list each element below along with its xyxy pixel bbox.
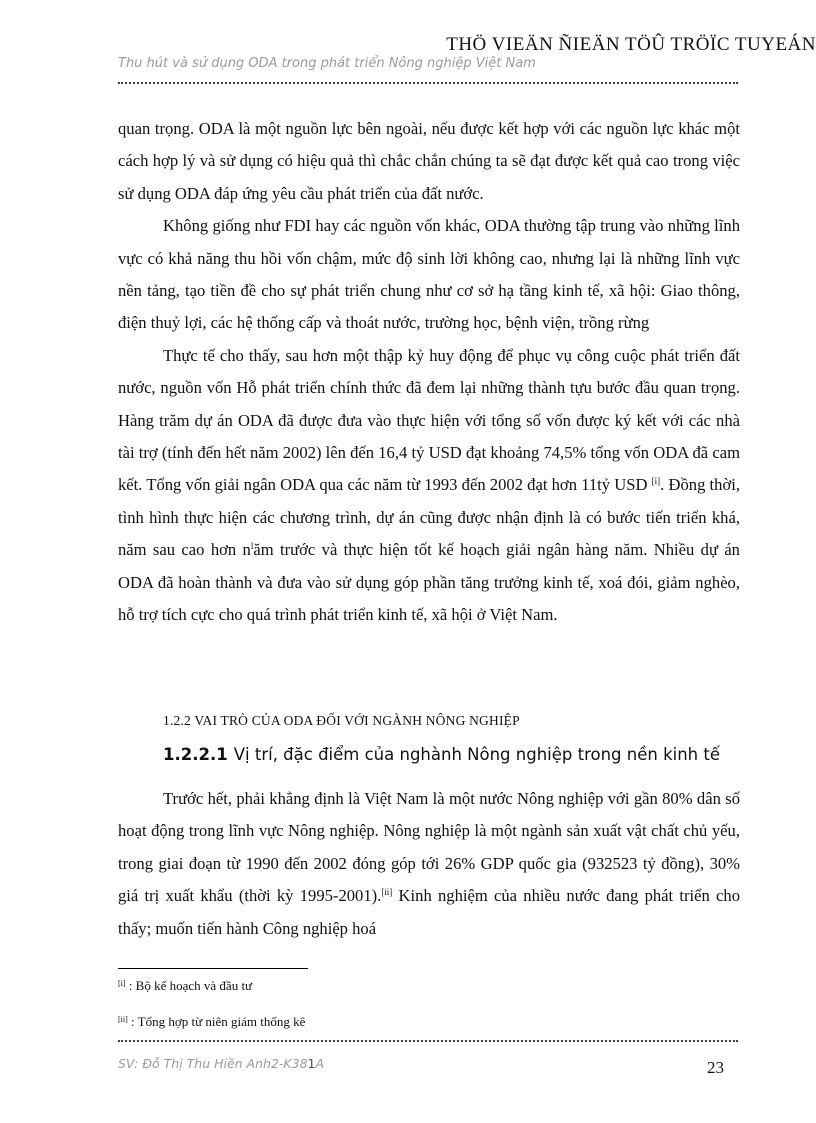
footer-author-end: A xyxy=(315,1056,325,1071)
paragraph-3-part-1: Thực tế cho thấy, sau hơn một thập kỷ huy động để phục vụ công cuộc phát triển đất nước, nguồn vốn Hỗ phát triển chính thức đã đem lại những thành tựu bước đầu quan trọng. Hàng trăm dự án ODA đã được đưa vào thực hiện với tổng số vốn được ký kết với các nhà tài trợ (tính đến hết năm 2002) lên đến 16,4 tỷ USD đạt khoảng 74,5% tổng vốn ODA đã cam kết. Tổng vốn giải ngân ODA qua các năm từ 1993 đến 2002 đạt hơn 11tỷ USD xyxy=(118,345,740,495)
body-text-bottom xyxy=(118,783,740,945)
footnote-divider xyxy=(118,968,308,969)
header-divider xyxy=(118,82,738,84)
paragraph-2: Không giống như FDI hay các nguồn vốn khác, ODA thường tập trung vào những lĩnh vực có khả năng thu hồi vốn chậm, mức độ sinh lời không cao, nhưng lại là những lĩnh vực nền tảng, tạo tiền đề cho sự phát triển chung như cơ sở hạ tầng kinh tế, xã hội: Giao thông, điện thuỷ lợi, các hệ thống cấp và thoát nước, trường học, bệnh viện, trồng rừng xyxy=(118,216,740,333)
body-text-top xyxy=(118,113,740,632)
paragraph-1: quan trọng. ODA là một nguồn lực bên ngoài, nếu được kết hợp với các nguồn lực khác một cách hợp lý và sử dụng có hiệu quả thì chắc chắn chúng ta sẽ đạt được kết quả cao trong việc sử dụng ODA đáp ứng yêu cầu phát triển của đất nước. xyxy=(118,119,740,203)
paragraph-4-part-2: Kinh nghiệm của nhiều nước đang phát triển cho thấy; muốn tiến hành Công nghiệp hoá xyxy=(118,886,740,938)
footnote-1-marker: [i] xyxy=(118,979,126,988)
footer-divider xyxy=(118,1040,738,1042)
subsection-number: 1.2.2.1 xyxy=(163,745,228,764)
typo-glitch: l xyxy=(250,541,254,552)
paragraph-3-part-3: ăm trước và thực hiện tốt kế hoạch giải ngân hàng năm. Nhiều dự án ODA đã hoàn thành và đưa vào sử dụng góp phần tăng trưởng kinh tế, xoá đói, giảm nghèo, hỗ trợ tích cực cho quá trình phát triển kinh tế, xã hội ở Việt Nam. xyxy=(118,540,740,625)
paragraph-3 xyxy=(118,340,740,632)
footnote-2-text: : Tổng hợp từ niên giám thống kê xyxy=(127,1014,306,1029)
running-head: Thu hút và sử dụng ODA trong phát triển Nông nghiệp Việt Nam xyxy=(118,56,536,71)
footnote-1-text: : Bộ kế hoạch và đầu tư xyxy=(125,978,253,993)
footer-author xyxy=(118,1056,324,1071)
footnote-1 xyxy=(118,978,252,994)
subsection-heading xyxy=(163,745,720,764)
subsection-title: Vị trí, đặc điểm của nghành Nông nghiệp trong nền kinh tế xyxy=(233,745,721,764)
footer-author-tail: 1 xyxy=(307,1056,316,1071)
paragraph-4 xyxy=(118,783,740,945)
footer-author-main: SV: Đỗ Thị Thu Hiền Anh2-K38 xyxy=(118,1056,308,1071)
paragraph-3-part-2: . Đồng thời, tình hình thực hiện các chương trình, dự án cũng được nhận định là có bước tiến triển khá, năm sau cao hơn n xyxy=(118,475,740,560)
paragraph-4-part-1: Trước hết, phải khẳng định là Việt Nam là một nước Nông nghiệp với gần 80% dân số hoạt động trong lĩnh vực Nông nghiệp. Nông nghiệp là một ngành sản xuất vật chất chủ yếu, trong giai đoạn từ 1990 đến 2002 đóng góp tới 26% GDP quốc gia (932523 tỷ đồng), 30% giá trị xuất khẩu (thời kỳ 1995-2001). xyxy=(118,789,740,906)
watermark-text: THÖ VIEÄN ÑIEÄN TÖÛ TRÖÏC TUYEÁN xyxy=(446,34,816,55)
section-heading: 1.2.2 VAI TRÒ CỦA ODA ĐỐI VỚI NGÀNH NÔNG NGHIỆP xyxy=(163,713,520,728)
page-number: 23 xyxy=(707,1058,724,1077)
footnote-ref-1[interactable]: [i] xyxy=(651,476,661,487)
footnote-ref-2[interactable]: [ii] xyxy=(381,887,393,898)
footnote-2-marker: [ii] xyxy=(118,1015,128,1024)
footnote-2 xyxy=(118,1014,305,1030)
